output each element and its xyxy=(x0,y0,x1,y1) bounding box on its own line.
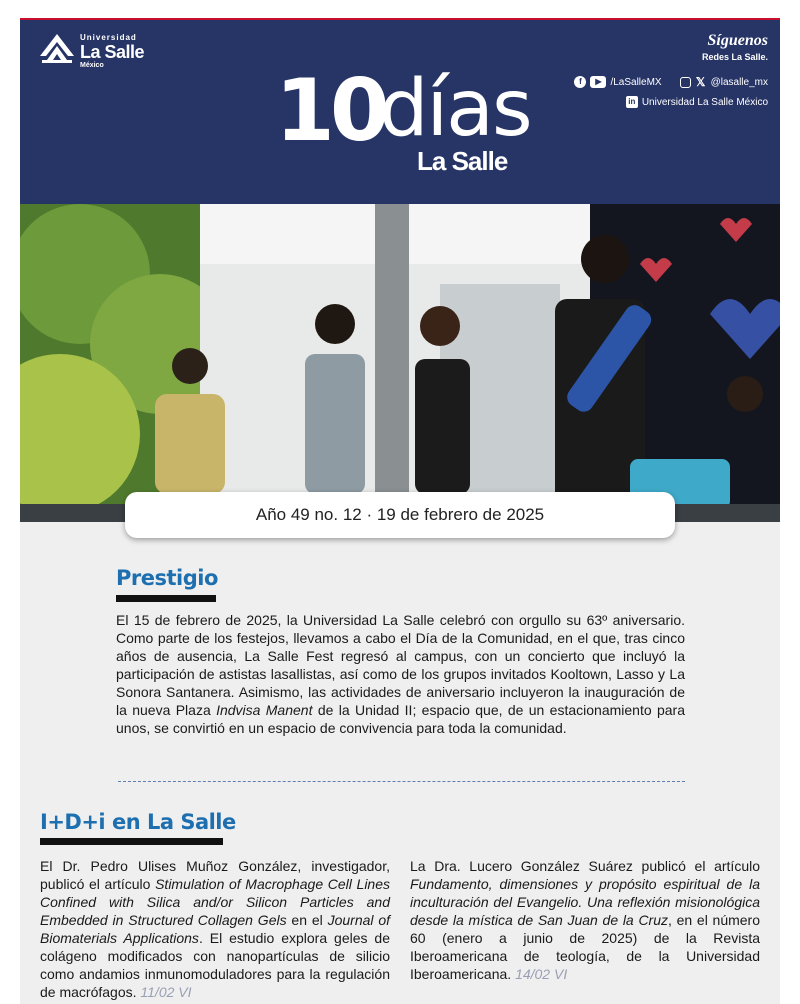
section-title-prestigio: Prestigio xyxy=(116,566,218,590)
prestigio-text-1: El 15 de febrero de 2025, la Universidad La Salle celebró con orgullo su 63º aniversario. Como parte de los festejos, llevamos a cabo el Día de la Comunidad, en el que, tras cinco años de ausencia, La Salle Fest regresó al campus, con un concierto que incluyó la participación de astistas lasallistas, así como de los grupos invitados Kooltown, Lasso y La Sonora Santanera. Asimismo, las actividades de aniversario incluyeron la inauguración de la nueva Plaza xyxy=(116,612,685,718)
newsletter-header xyxy=(20,20,780,204)
logo-name: La Salle xyxy=(80,42,145,62)
prestigio-paragraph xyxy=(116,611,685,737)
idi-left-text-2: en el xyxy=(286,912,328,928)
logo-mark-icon xyxy=(40,34,74,64)
idi-right-paragraph xyxy=(410,857,760,983)
follow-title: Síguenos xyxy=(707,32,768,49)
prestigio-text-2: de la Unidad II; espacio que, de un estacionamiento para unos, se convirtió en un espacio de convivencia para toda la comunidad. xyxy=(116,702,685,736)
idi-right-text-2: , en el número 60 (enero a junio de 2025) de la Revista Iberoamericana de teología, de la Universidad Iberoamericana. xyxy=(410,912,761,982)
idi-left-italic-2: Journal of Biomaterials Applications xyxy=(40,912,391,946)
idi-right-date-tag: 14/02 VI xyxy=(515,966,568,982)
facebook-youtube-handle[interactable]: /LaSalleMX xyxy=(610,76,662,88)
idi-left-italic-1: Stimulation of Macrophage Cell Lines Confined with Silica and/or Silicon Particles and Embedded in Structured Collagen Gels xyxy=(40,876,390,928)
x-icon[interactable]: 𝕏 xyxy=(695,75,706,89)
social-row-1 xyxy=(574,76,768,88)
section-underline xyxy=(40,838,223,845)
linkedin-icon[interactable]: in xyxy=(626,96,638,108)
section-underline xyxy=(116,595,216,602)
logo-university: Universidad xyxy=(80,33,137,42)
logo-country: México xyxy=(80,62,104,69)
idi-right-text-1: La Dra. Lucero González Suárez publicó el artículo xyxy=(410,858,760,874)
title-word: días xyxy=(379,64,531,154)
idi-left-date-tag: 11/02 VI xyxy=(140,984,192,1000)
youtube-icon[interactable]: ▶ xyxy=(590,76,606,88)
idi-left-paragraph xyxy=(40,857,390,1001)
prestigio-italic: Indvisa Manent xyxy=(216,702,313,718)
follow-subtitle: Redes La Salle. xyxy=(701,52,768,62)
title-number: 10 xyxy=(275,61,385,161)
instagram-x-handle[interactable]: @lasalle_mx xyxy=(710,76,768,88)
university-logo[interactable] xyxy=(40,34,144,69)
idi-left-text-1: El Dr. Pedro Ulises Muñoz González, investigador, publicó el artículo xyxy=(40,858,390,892)
idi-left-text-3: . El estudio explora geles de colágeno modificados con nanopartículas de silicio como andamios inmunomoduladores para la regulación de macrófagos. xyxy=(40,930,391,1000)
instagram-icon[interactable] xyxy=(680,77,691,88)
concert-photo xyxy=(20,204,780,522)
linkedin-handle[interactable]: Universidad La Salle México xyxy=(641,96,768,108)
idi-right-italic-1: Fundamento, dimensiones y propósito espiritual de la inculturación del Evangelio. Una reflexión misionológica desde la mística de San Juan de la Cruz xyxy=(410,876,760,928)
title-brand: La Salle xyxy=(417,146,508,176)
social-row-2 xyxy=(626,96,768,108)
section-title-idi: I+D+i en La Salle xyxy=(40,810,236,834)
facebook-icon[interactable]: f xyxy=(574,76,586,88)
edition-banner: Año 49 no. 12 · 19 de febrero de 2025 xyxy=(125,492,675,538)
follow-block xyxy=(702,32,768,62)
section-divider xyxy=(118,781,685,782)
